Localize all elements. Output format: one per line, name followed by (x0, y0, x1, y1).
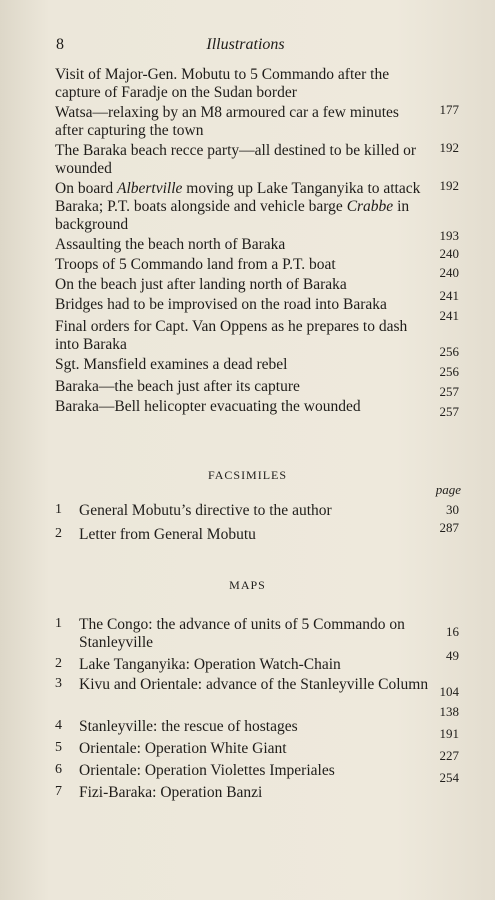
section-title-facsimiles: FACSIMILES (207, 468, 288, 482)
list-item-text: Visit of Major-Gen. Mobutu to 5 Commando after the capture of Faradje on the Sudan border (55, 66, 390, 101)
list-item-text: Baraka—Bell helicopter evacuating the wounded (55, 398, 361, 415)
list-item-page: 240 (439, 265, 459, 280)
list-item-text: The Baraka beach recce party—all destined to be killed or wounded (55, 142, 417, 177)
list-item-page: 287 (439, 520, 459, 535)
list-item-text: Sgt. Mansfield examines a dead rebel (55, 356, 288, 373)
section-title-maps: MAPS (229, 578, 266, 592)
list-item-text (55, 180, 427, 234)
page-column-label: page (435, 482, 461, 497)
list-item-page: 257 (439, 404, 459, 419)
list-item-text: Stanleyville: the rescue of hostages (79, 718, 298, 735)
list-item-number: 1 (55, 502, 62, 517)
list-item-number: 2 (55, 526, 62, 541)
list-item-page: 241 (439, 308, 459, 323)
list-item-text: Letter from General Mobutu (79, 526, 256, 543)
list-item-page: 192 (439, 140, 459, 155)
barge-name: Crabbe (346, 198, 394, 215)
list-item-text: Troops of 5 Commando land from a P.T. boat (55, 256, 336, 273)
list-item-text: Bridges had to be improvised on the road into Baraka (55, 296, 387, 313)
list-item-page: 16 (446, 624, 459, 639)
list-item-page: 257 (439, 384, 459, 399)
ship-name: Albertville (117, 180, 183, 197)
list-item-page: 30 (446, 502, 459, 517)
list-item-page: 177 (439, 102, 459, 117)
list-item-number: 3 (55, 676, 62, 691)
page-header (56, 36, 435, 58)
list-item-page: 192 (439, 178, 459, 193)
list-item-page: 241 (439, 288, 459, 303)
list-item-page: 240 (439, 246, 459, 261)
list-item-text: Lake Tanganyika: Operation Watch-Chain (79, 656, 341, 673)
page-number: 8 (56, 36, 64, 53)
list-item-number: 5 (55, 740, 62, 755)
text-fragment: On board (55, 180, 117, 197)
list-item-page: 256 (439, 364, 459, 379)
list-item-number: 7 (55, 784, 62, 799)
list-item-text: On the beach just after landing north of Baraka (55, 276, 347, 293)
list-item-text: Watsa—relaxing by an M8 armoured car a few minutes after capturing the town (55, 104, 399, 139)
list-item-text: Final orders for Capt. Van Oppens as he prepares to dash into Baraka (55, 318, 408, 353)
list-item-text: Baraka—the beach just after its capture (55, 378, 300, 395)
list-item-page: 254 (439, 770, 459, 785)
list-item-number: 6 (55, 762, 62, 777)
list-item-page: 191 (439, 726, 459, 741)
list-item-page: 227 (439, 748, 459, 763)
list-item-text: Assaulting the beach north of Baraka (55, 236, 286, 253)
list-item-text: Orientale: Operation Violettes Imperiales (79, 762, 335, 779)
running-title: Illustrations (206, 36, 285, 53)
list-item-text: Fizi-Baraka: Operation Banzi (79, 784, 263, 801)
list-item-page: 193 (439, 228, 459, 243)
list-item-number: 2 (55, 656, 62, 671)
list-item-page: 104 (439, 684, 459, 699)
list-item-number: 4 (55, 718, 62, 733)
list-item-number: 1 (55, 616, 62, 631)
text-fragment: in background (55, 198, 410, 233)
text-fragment: moving up Lake Tanganyika to attack Baraka; P.T. boats alongside and vehicle barge (55, 180, 421, 215)
list-item-text: The Congo: the advance of units of 5 Commando on Stanleyville (79, 616, 405, 651)
list-item-page: 256 (439, 344, 459, 359)
list-item-text: Kivu and Orientale: advance of the Stanleyville Column (79, 676, 429, 693)
list-item-text: General Mobutu’s directive to the author (79, 502, 332, 519)
list-item-text: Orientale: Operation White Giant (79, 740, 287, 757)
list-item-page: 49 (446, 648, 459, 663)
list-item-page: 138 (439, 704, 459, 719)
